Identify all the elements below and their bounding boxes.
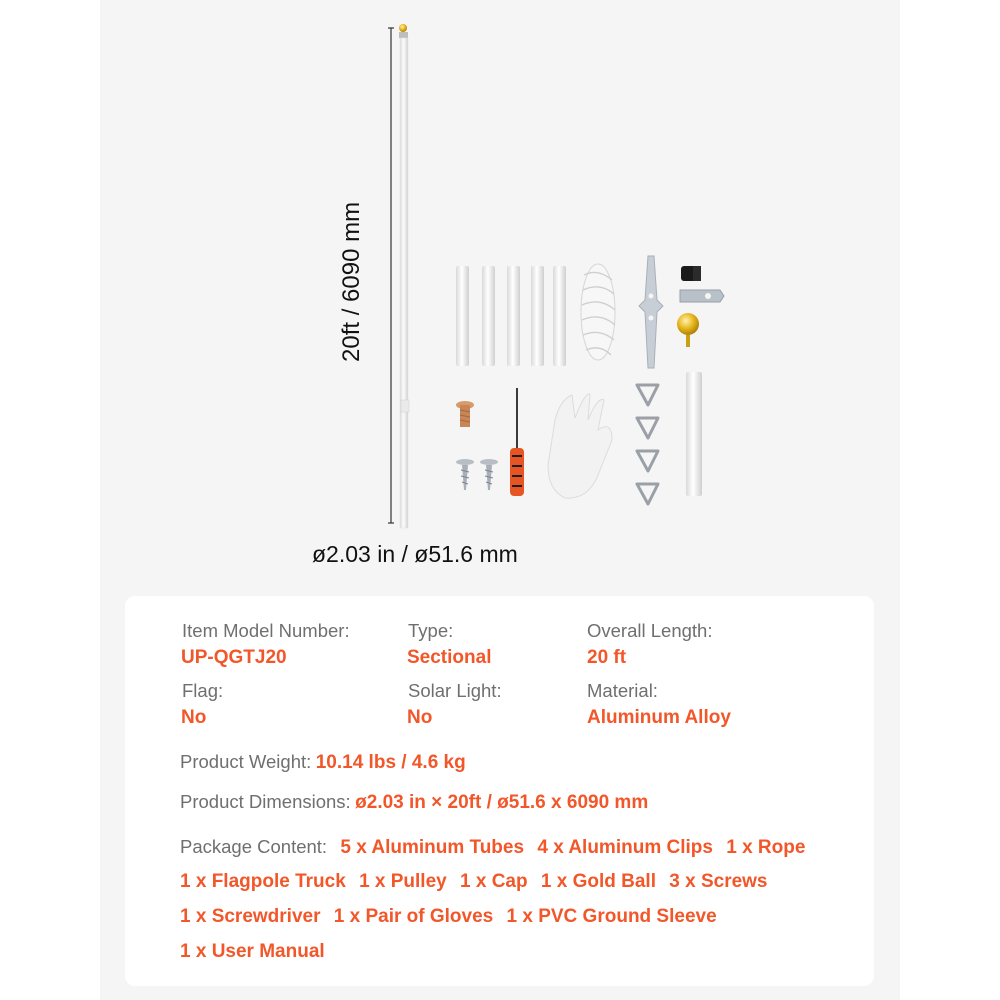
package-item: 1 x User Manual (180, 941, 325, 962)
dimensions-value: ø2.03 in × 20ft / ø51.6 x 6090 mm (355, 792, 649, 813)
rope (581, 264, 615, 360)
gold-ball (677, 313, 699, 347)
dimensions-row (180, 791, 648, 814)
length-label: Overall Length: (587, 620, 713, 641)
weight-label: Product Weight: (180, 751, 312, 772)
package-label: Package Content: (180, 836, 328, 857)
flagpole-truck (639, 256, 663, 368)
model-label: Item Model Number: (182, 620, 350, 641)
material-label: Material: (587, 680, 658, 701)
type-value: Sectional (407, 647, 492, 668)
package-item: 1 x Screwdriver (180, 906, 321, 927)
height-dimension-line (388, 28, 394, 523)
package-item: 1 x Cap (460, 871, 528, 892)
solar-label: Solar Light: (408, 680, 502, 701)
package-item: 1 x Pulley (359, 871, 447, 892)
weight-row (180, 751, 466, 774)
package-item: 1 x Rope (726, 837, 806, 858)
height-dimension-label (330, 190, 380, 370)
type-label: Type: (408, 620, 454, 641)
package-item: 5 x Aluminum Tubes (340, 837, 525, 858)
package-item: 1 x Flagpole Truck (180, 871, 346, 892)
screwdriver (510, 388, 524, 496)
flag-value: No (181, 707, 207, 728)
flag-label: Flag: (182, 680, 224, 701)
model-value: UP-QGTJ20 (181, 647, 287, 668)
package-line-3 (180, 906, 725, 928)
screws (456, 401, 498, 490)
dimensions-label: Product Dimensions: (180, 791, 351, 812)
package-item: 3 x Screws (669, 871, 768, 892)
package-item: 1 x Gold Ball (540, 871, 656, 892)
pulley (680, 290, 724, 302)
cap (681, 266, 701, 281)
height-dimension-text: 20ft / 6090 mm (338, 201, 365, 362)
package-item: 1 x Pair of Gloves (333, 906, 494, 927)
package-line-1 (180, 836, 813, 859)
pvc-ground-sleeve (686, 372, 702, 496)
package-line-2 (180, 871, 776, 893)
diameter-dimension-label: ø2.03 in / ø51.6 mm (312, 541, 518, 567)
package-item: 4 x Aluminum Clips (537, 837, 713, 858)
solar-value: No (407, 707, 433, 728)
aluminum-tubes (456, 266, 566, 366)
package-line-4 (180, 941, 333, 963)
flagpole (399, 24, 409, 528)
aluminum-clips (637, 385, 658, 504)
gloves (548, 394, 612, 498)
length-value: 20 ft (587, 647, 627, 668)
material-value: Aluminum Alloy (587, 707, 731, 728)
weight-value: 10.14 lbs / 4.6 kg (315, 752, 466, 773)
package-item: 1 x PVC Ground Sleeve (506, 906, 717, 927)
